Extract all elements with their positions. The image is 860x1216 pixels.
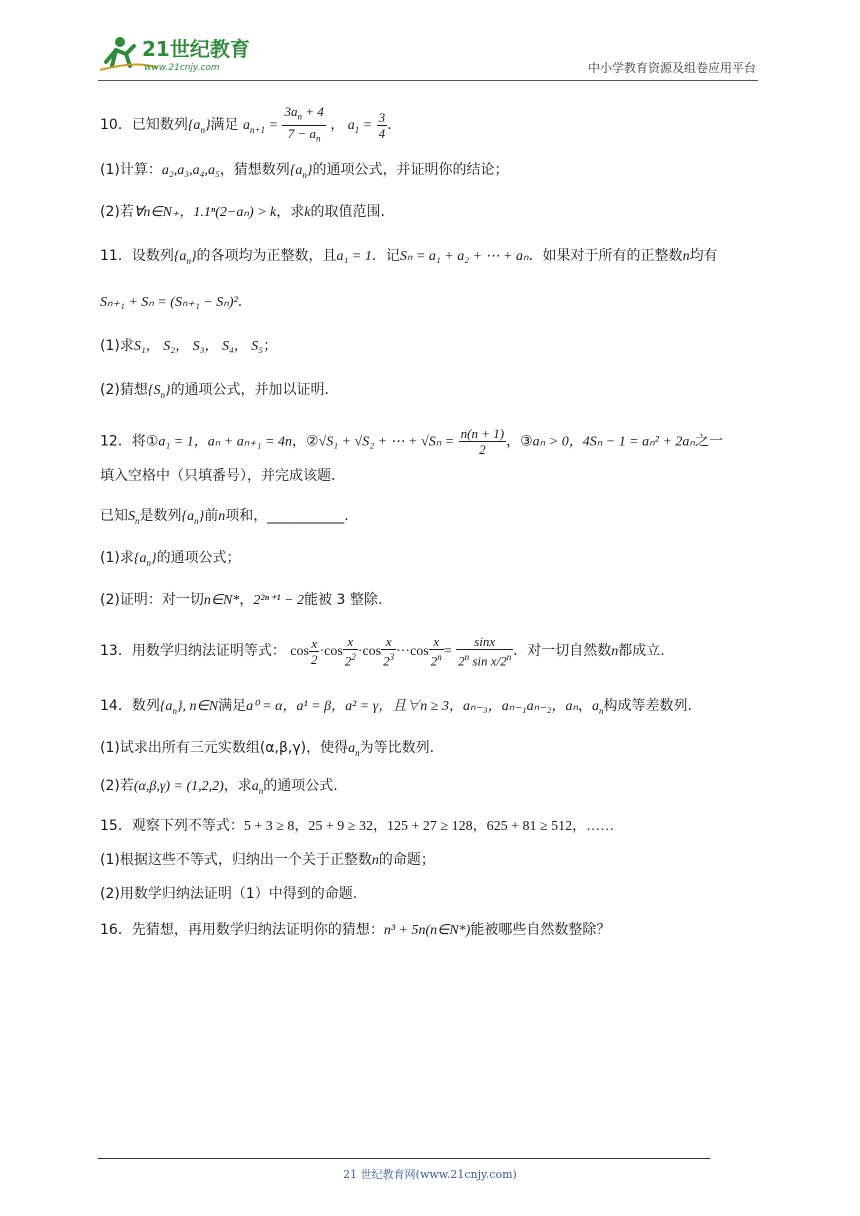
problem-12-intro: 12．将①a₁ = 1，aₙ + aₙ₊₁ = 4n，②√S₁ + √S₂ + ⋯ + √Sₙ = $\frac{n(n + 1)}{2}$ ，③aₙ > 0，4Sₙ − 1 = aₙ² + 2aₙ之一 xyxy=(100,426,723,457)
problem-14-part-1: (1)试求出所有三元实数组(α,β,γ)，使得$a_n$为等比数列. xyxy=(100,740,435,758)
problem-12-instruction: 填入空格中（只填番号），并完成该题. xyxy=(100,468,336,484)
problem-10-part-2: (2)若∀n∈N₊，1.1ⁿ(2−aₙ) > k，求k的取值范围. xyxy=(100,204,385,220)
problem-15-part-1: (1)根据这些不等式，归纳出一个关于正整数n的命题； xyxy=(100,852,435,868)
svg-text:www.21cnjy.com: www.21cnjy.com xyxy=(144,63,220,73)
page-header xyxy=(98,28,758,81)
problem-15-intro: 15．观察下列不等式：5 + 3 ≥ 8，25 + 9 ≥ 32，125 + 27 ≥ 128，625 + 81 ≥ 512，…… xyxy=(100,818,615,834)
problem-11-part-1: (1)求S₁， S₂， S₃， S₄， S₅； xyxy=(100,338,278,354)
problem-12-part-1: (1)求$\{a_n\}$的通项公式； xyxy=(100,550,241,568)
problem-10-part-1: (1)计算：a₂,a₃,a₄,a₅，猜想数列$\{a_n\}$的通项公式，并证明你的结论； xyxy=(100,162,509,180)
site-logo xyxy=(98,32,268,76)
platform-name: 中小学教育资源及组卷应用平台 xyxy=(587,61,756,75)
footer-text: 21 世纪教育网(www.21cnjy.com) xyxy=(343,1168,517,1181)
problem-11-equation: Sₙ₊₁ + Sₙ = (Sₙ₊₁ − Sₙ)². xyxy=(100,294,243,310)
problem-12-part-2: (2)证明：对一切n∈N*，2²ⁿ⁺¹ − 2能被 3 整除. xyxy=(100,592,383,608)
problem-10-intro: 10．已知数列$\{a_n\}$满足 $a_{n+1}$ = $\frac{3a_n + 4}{7 - a_n}$ ， $a_1$ = $\frac{3}{4}$ . xyxy=(100,104,392,144)
footer-divider xyxy=(98,1158,710,1159)
problem-11-part-2: (2)猜想$\{S_n\}$的通项公式，并加以证明. xyxy=(100,382,330,400)
problem-16: 16．先猜想，再用数学归纳法证明你的猜想：n³ + 5n(n∈N*)能被哪些自然数整除？ xyxy=(100,922,611,938)
problem-11-intro: 11．设数列$\{a_n\}$的各项均为正整数，且a₁ = 1．记Sₙ = a₁ + a₂ + ⋯ + aₙ．如果对于所有的正整数n均有 xyxy=(100,248,718,266)
problem-14-part-2: (2)若(α,β,γ) = (1,2,2)，求$a_n$的通项公式. xyxy=(100,778,338,796)
problem-15-part-2: (2)用数学归纳法证明（1）中得到的命题. xyxy=(100,886,358,902)
problem-12-premise: 已知$S_n$是数列$\{a_n\}$前n项和，___________. xyxy=(100,508,349,526)
problem-13: 13．用数学归纳法证明等式： cos $\frac{x}{2}$ ·cos $\frac{x}{2^2}$ ·cos $\frac{x}{2^3}$ ···cos $\frac{x}{2^n}$ = $\frac{\sin x}{2^n \sin x/2^n}$ ．对一切自然数n都成立. xyxy=(100,634,665,669)
problem-14-intro: 14．数列$\{a_n\}$, n∈N满足a⁰ = α，a¹ = β，a² = γ，且∀n ≥ 3，aₙ₋₃，aₙ₋₁aₙ₋₂，aₙ，$a_n$构成等差数列. xyxy=(100,698,692,716)
svg-text:21世纪教育: 21世纪教育 xyxy=(142,37,250,61)
